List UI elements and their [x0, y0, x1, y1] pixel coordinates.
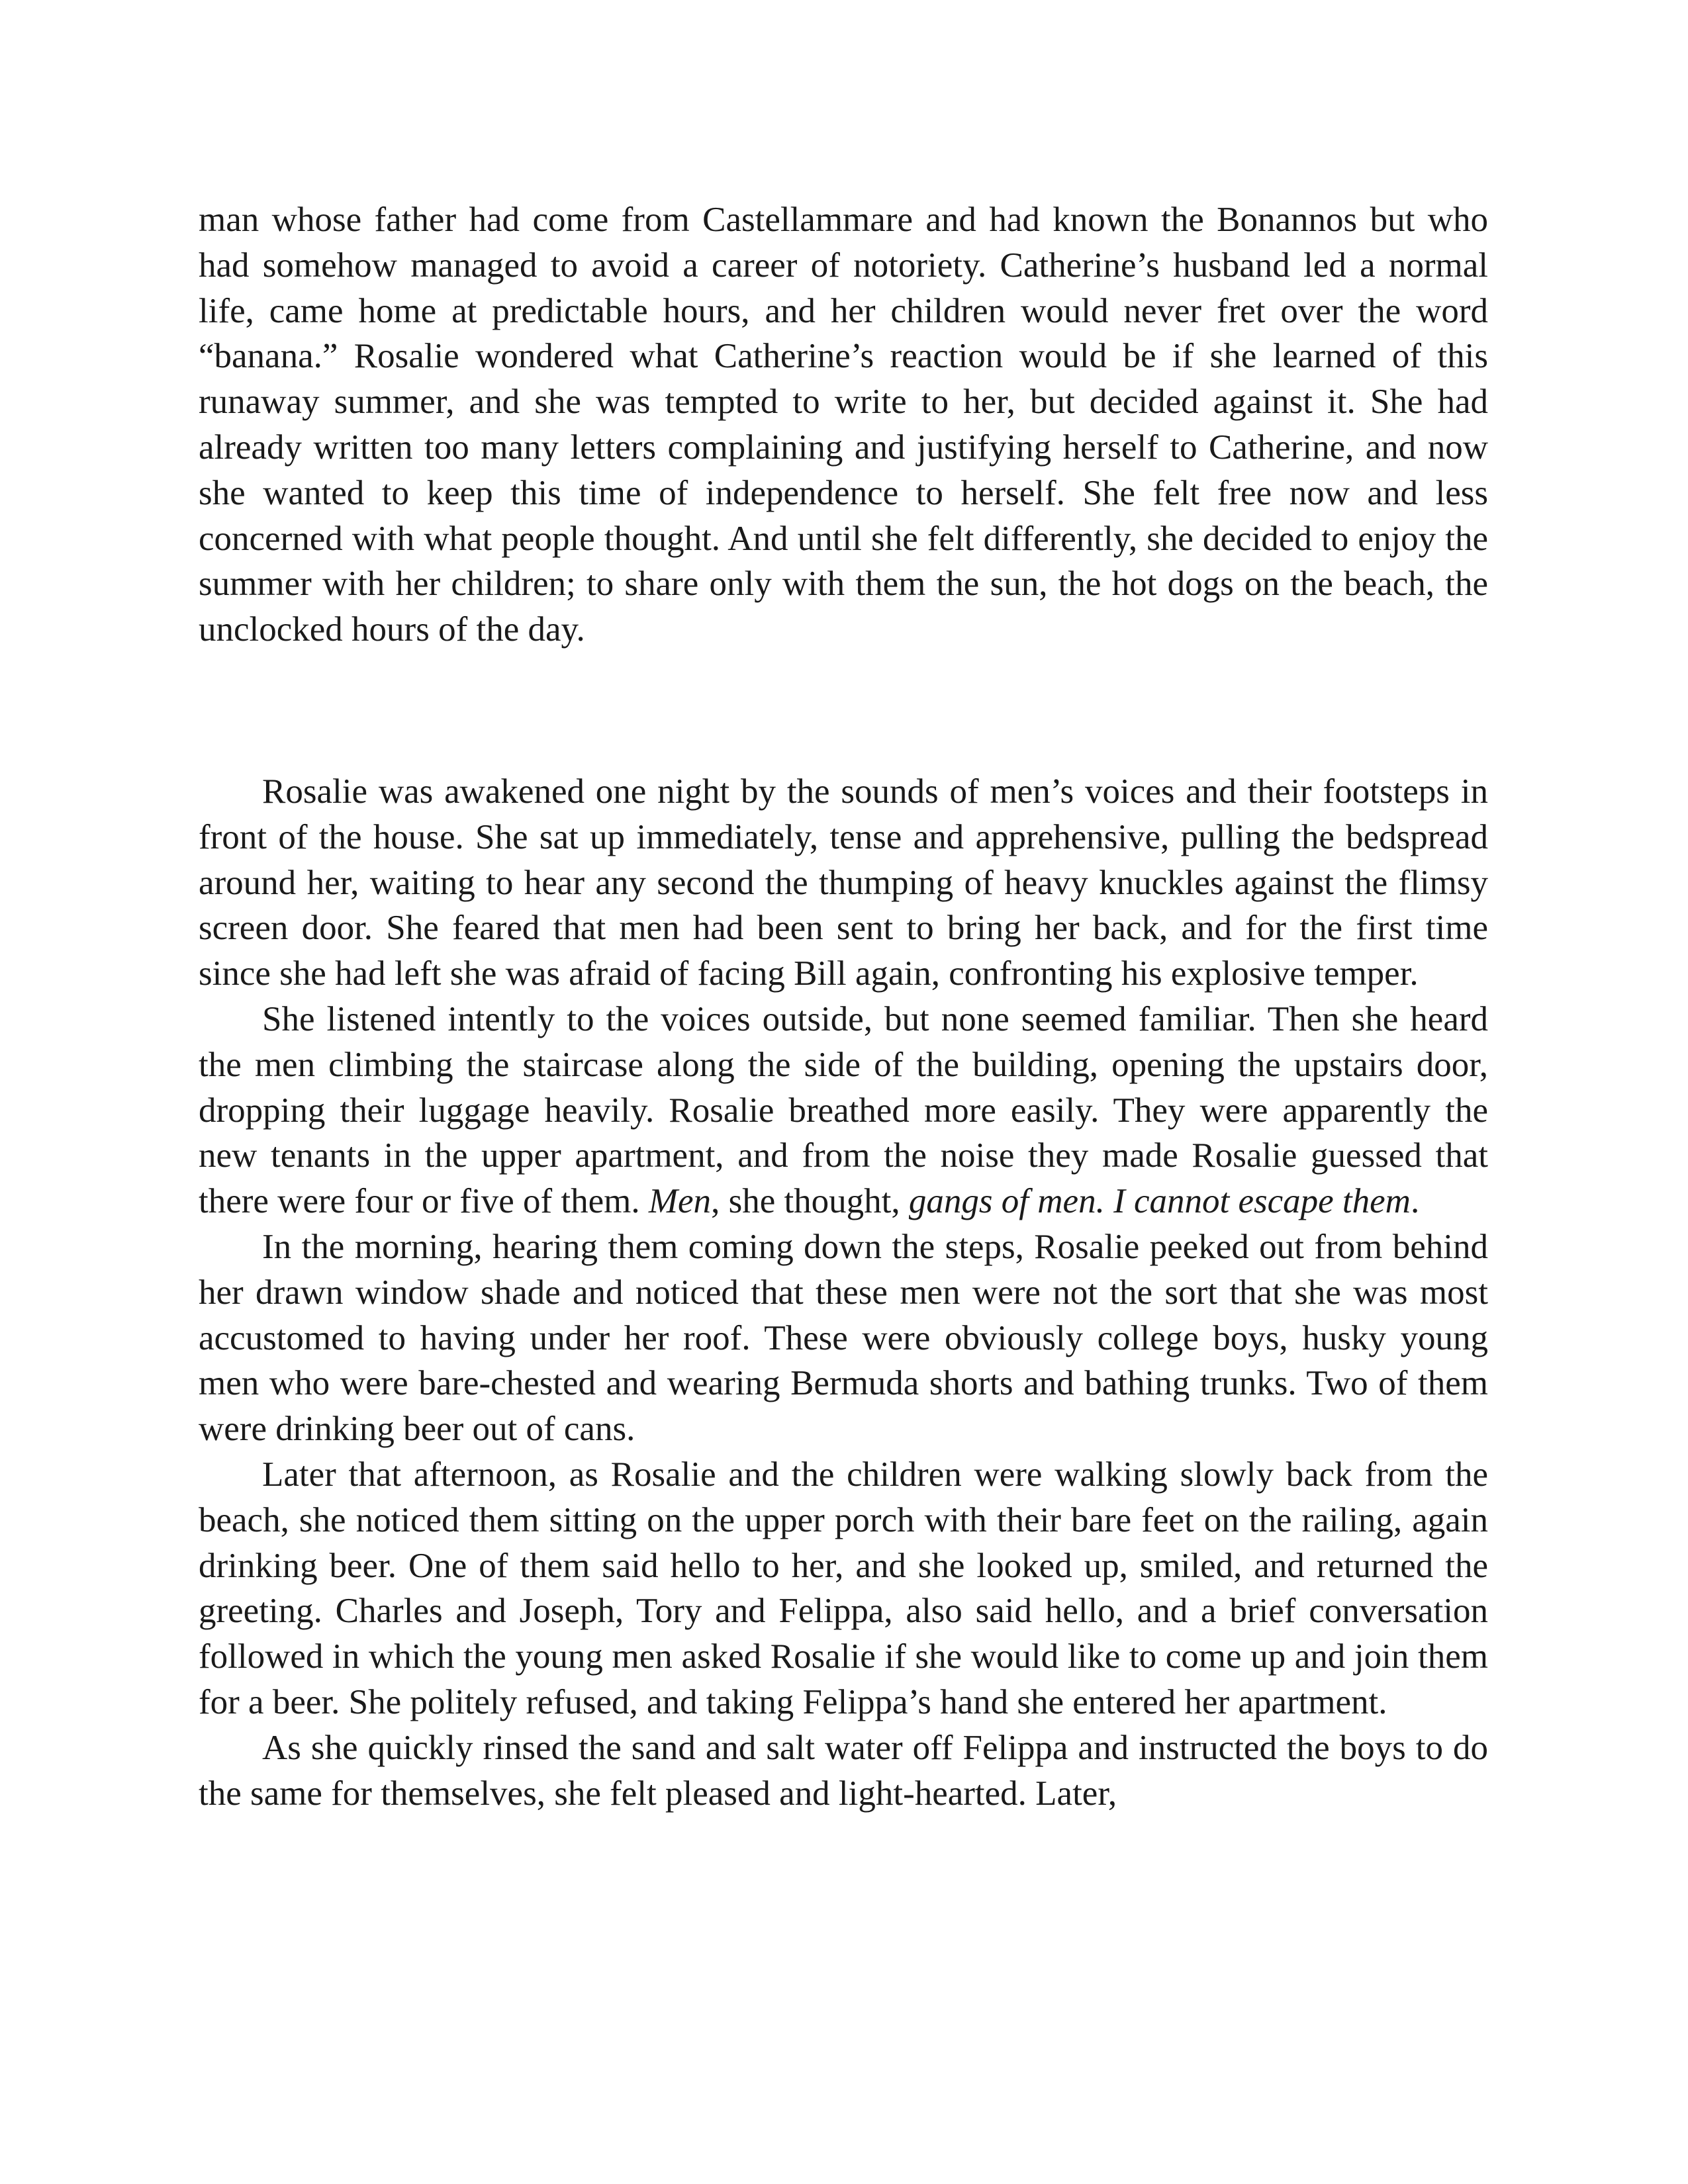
paragraph-rinsed: As she quickly rinsed the sand and salt water off Felippa and instructed the boys to do the same for themselves, she felt pleased and light-hearted. Later, — [199, 1728, 1488, 1813]
top-text-section — [199, 197, 1488, 653]
italic-gangs-of-men: gangs of men. I cannot escape them — [908, 1182, 1411, 1221]
paragraph-continued: man whose father had come from Castellammare and had known the Bonannos but who had somehow managed to avoid a career of notoriety. Catherine’s husband led a normal life, came home at predictable hours, and her children would never fret over the word “banana.” Rosalie wondered what Catherine’s reaction would be if she learned of this runaway summer, and she was tempted to write to her, but decided against it. She had already written too many letters complaining and justifying herself to Catherine, and now she wanted to keep this time of independence to herself. She felt free now and less concerned with what people thought. And until she felt differently, she decided to enjoy the summer with her children; to share only with them the sun, the hot dogs on the beach, the unclocked hours of the day. — [199, 201, 1488, 649]
paragraph-listened-text: She listened intently to the voices outside, but none seemed familiar. Then she heard the men climbing the staircase along the side of the building, opening the upstairs door, dropping their luggage heavily. Rosalie breathed more easily. They were apparently the new tenants in the upper apartment, and from the noise they made Rosalie guessed that there were four or five of them. — [199, 999, 1488, 1221]
paragraph-awakened: Rosalie was awakened one night by the sounds of men’s voices and their footsteps in front of the house. She sat up immediately, tense and apprehensive, pulling the bedspread around her, waiting to hear any second the thumping of heavy knuckles against the flimsy screen door. She feared that men had been sent to bring her back, and for the first time since she had left she was afraid of facing Bill again, confronting his explosive temper. — [199, 772, 1488, 993]
paragraph-listened — [199, 997, 1488, 1224]
paragraph-listened-end: . — [1410, 1182, 1420, 1221]
paragraph-morning: In the morning, hearing them coming down the steps, Rosalie peeked out from behind her drawn window shade and noticed that these men were not the sort that she was most accustomed to having under her roof. These were obviously college boys, husky young men who were bare-chested and wearing Bermuda shorts and bathing trunks. Two of them were drinking beer out of cans. — [199, 1227, 1488, 1449]
main-text-section — [199, 769, 1488, 1816]
italic-men: Men — [648, 1182, 712, 1221]
paragraph-afternoon: Later that afternoon, as Rosalie and the children were walking slowly back from the beach, she noticed them sitting on the upper porch with their bare feet on the railing, again drinking beer. One of them said hello to her, and she looked up, smiled, and returned the greeting. Charles and Joseph, Tory and Felippa, also said hello, and a brief conversation followed in which the young men asked Rosalie if she would like to come up and join them for a beer. She politely refused, and taking Felippa’s hand she entered her apartment. — [199, 1455, 1488, 1721]
paragraph-listened-text-2: , she thought, — [711, 1182, 909, 1221]
